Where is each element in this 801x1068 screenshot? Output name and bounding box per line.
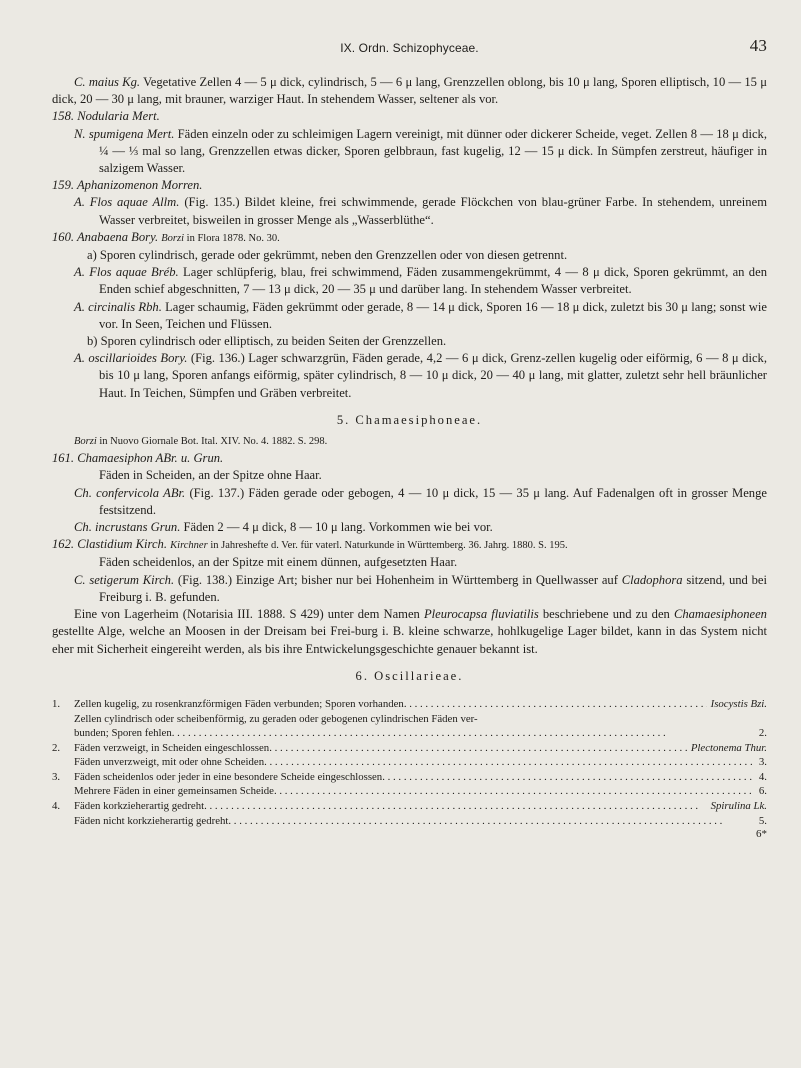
key-result: Isocystis Bzi. (710, 697, 767, 710)
key-row (52, 755, 767, 770)
key-text: Fäden nicht korkzieherartig gedreht (74, 814, 229, 827)
genus-heading: 162. Clastidium Kirch. Kirchner in Jahreshefte d. Ver. für vaterl. Naturkunde in Württemberg. 36. Jahrg. 1880. S. 195. (52, 537, 568, 552)
key-result (763, 712, 767, 727)
species-paragraph: C. setigerum Kirch. (Fig. 138.) Einzige Art; bisher nur bei Hohenheim in Württemberg in Quellwasser auf Cladophora sitzend, und bei Freiburg i. B. gefunden. (74, 572, 767, 604)
species-paragraph: A. Flos aquae Bréb. Lager schlüpferig, blau, frei schwimmend, Fäden zusammengekrümmt, 4 — 8 μ dick, Sporen gekrümmt, an den Enden schief abgeschnitten, 7 — 13 μ dick, 20 — 35 μ und darüber lang. In stehendem Wasser verbreitet. (74, 265, 767, 297)
key-row (52, 741, 767, 756)
leader-dots (404, 697, 707, 712)
genus-heading: 158. Nodularia Mert. (52, 109, 160, 124)
genus-description: Fäden scheidenlos, an der Spitze mit einem dünnen, aufgesetzten Haar. (99, 555, 458, 570)
section-heading: 5. Chamaesiphoneae. (336, 412, 483, 427)
key-number (52, 755, 74, 770)
species-paragraph: Ch. confervicola ABr. (Fig. 137.) Fäden gerade oder gebogen, 4 — 10 μ dick, 15 — 35 μ lang. Auf Fadenalgen oft in grosser Menge festsitzend. (74, 485, 767, 517)
key-row (52, 712, 767, 727)
key-row (52, 814, 767, 829)
key-result: Plectonema Thur. (690, 741, 767, 754)
key-number (52, 814, 74, 829)
key-number (52, 712, 74, 727)
key-row (52, 784, 767, 799)
key-result: Spirulina Lk. (710, 800, 767, 813)
leader-dots (204, 799, 707, 814)
key-number: 3. (52, 770, 61, 783)
key-text: bunden; Sporen fehlen (74, 727, 172, 740)
key-text: Zellen kugelig, zu rosenkranzförmigen Fäden verbunden; Sporen vorhanden (74, 697, 404, 710)
signature-mark: 6* (756, 828, 767, 841)
key-paragraph: a) Sporen cylindrisch, gerade oder gekrümmt, neben den Grenzzellen oder von diesen getrennt. (87, 248, 568, 263)
running-header (52, 36, 767, 60)
determination-key (52, 697, 767, 828)
species-paragraph: A. Flos aquae Allm. (Fig. 135.) Bildet kleine, frei schwimmende, gerade Flöckchen von blau-grüner Farbe. In stehendem, unreinem Wasser verbreitet, bisweilen in grosser Menge als „Wasserblüthe“. (74, 195, 767, 227)
key-result: 2. (758, 727, 767, 740)
key-number: 4. (52, 800, 61, 813)
key-number: 2. (52, 741, 61, 754)
key-text: Fäden korkzieherartig gedreht (74, 800, 205, 813)
reference-line: Borzi in Nuovo Giornale Bot. Ital. XIV. No. 4. 1882. S. 298. (74, 436, 328, 448)
key-text: Fäden scheidenlos oder jeder in eine besondere Scheide eingeschlossen (74, 770, 383, 783)
section-heading: 6. Oscillarieae. (355, 668, 464, 683)
genus-heading: 161. Chamaesiphon ABr. u. Grun. (52, 451, 224, 466)
key-number (52, 726, 74, 741)
key-text: Fäden verzweigt, in Scheiden eingeschlossen (74, 741, 270, 754)
header-title: IX. Ordn. Schizophyceae. (340, 41, 479, 55)
genus-description: Fäden in Scheiden, an der Spitze ohne Haar. (99, 468, 322, 483)
leader-dots (269, 741, 687, 756)
key-text: Zellen cylindrisch oder scheibenförmig, zu geraden oder gebogenen cylindrischen Fäden ver- (74, 712, 478, 725)
species-paragraph: C. maius Kg. Vegetative Zellen 4 — 5 μ dick, cylindrisch, 5 — 6 μ lang, Grenzzellen oblong, bis 10 μ lang, Sporen elliptisch, 10 — 15 μ dick, 20 — 30 μ lang, mit brauner, warziger Haut. In stehendem Wasser, seltener als vor. (52, 75, 768, 107)
genus-heading: 160. Anabaena Bory. Borzi in Flora 1878. No. 30. (52, 229, 280, 244)
species-paragraph: N. spumigena Mert. Fäden einzeln oder zu schleimigen Lagern vereinigt, mit dünner oder dickerer Scheide, veget. Zellen 8 — 18 μ dick, ¼ — ⅓ mal so lang, Grenzzellen etwas dicker, Sporen gelbbraun, fast kugelig, 12 — 15 μ dick. In Sümpfen zerstreut, häufiger in salzigem Wasser. (74, 126, 767, 176)
species-paragraph: A. oscillarioides Bory. (Fig. 136.) Lager schwarzgrün, Fäden gerade, 4,2 — 6 μ dick, Grenz-zellen kugelig oder eiförmig, 6 — 8 μ dick, bis 10 μ lang, Sporen anfangs eiförmig, später cylindrisch, 8 — 10 μ dick, 20 — 40 μ lang, mit glatter, zuletzt sehr hell bräunlicher Haut. In Teichen, Sümpfen und Gräben verbreitet. (74, 351, 767, 400)
leader-dots (228, 814, 754, 829)
key-row (52, 697, 767, 712)
key-result: 3. (758, 756, 767, 769)
genus-heading: 159. Aphanizomenon Morren. (52, 178, 203, 193)
key-result: 6. (758, 785, 767, 798)
key-text: Fäden unverzweigt, mit oder ohne Scheiden (74, 756, 265, 769)
key-number (52, 784, 74, 799)
leader-dots (172, 726, 755, 741)
key-result: 5. (758, 814, 767, 827)
key-result: 4. (758, 770, 767, 783)
leader-dots (382, 770, 755, 785)
key-row (52, 799, 767, 814)
page-number: 43 (749, 36, 767, 55)
key-row (52, 770, 767, 785)
page (52, 36, 768, 843)
key-paragraph: b) Sporen cylindrisch oder elliptisch, zu beiden Seiten der Grenzzellen. (87, 334, 447, 349)
page-body (52, 74, 767, 843)
leader-dots (264, 755, 755, 770)
note-paragraph: Eine von Lagerheim (Notarisia III. 1888. S 429) unter dem Namen Pleurocapsa fluviatilis beschriebene und zu den Chamaesiphoneen gestellte Alge, welche an Moosen in der Dreisam bei Frei-burg i. B. kleine schwarze, hohlkugelige Lager bildet, kann in das System nicht eher mit Sicherheit eingereiht werden, als bis ihre Entwickelungsgeschichte genauer bekannt ist. (52, 607, 767, 656)
leader-dots (274, 784, 755, 799)
species-paragraph: Ch. incrustans Grun. Fäden 2 — 4 μ dick, 8 — 10 μ lang. Vorkommen wie bei vor. (74, 520, 493, 535)
key-number: 1. (52, 697, 61, 710)
key-row (52, 726, 767, 741)
key-text: Mehrere Fäden in einer gemeinsamen Scheide (74, 785, 274, 798)
species-paragraph: A. circinalis Rbh. Lager schaumig, Fäden gekrümmt oder gerade, 8 — 14 μ dick, Sporen 16 — 18 μ dick, zuletzt bis 30 μ lang; sonst wie vor. In Seen, Teichen und Flüssen. (74, 299, 767, 331)
